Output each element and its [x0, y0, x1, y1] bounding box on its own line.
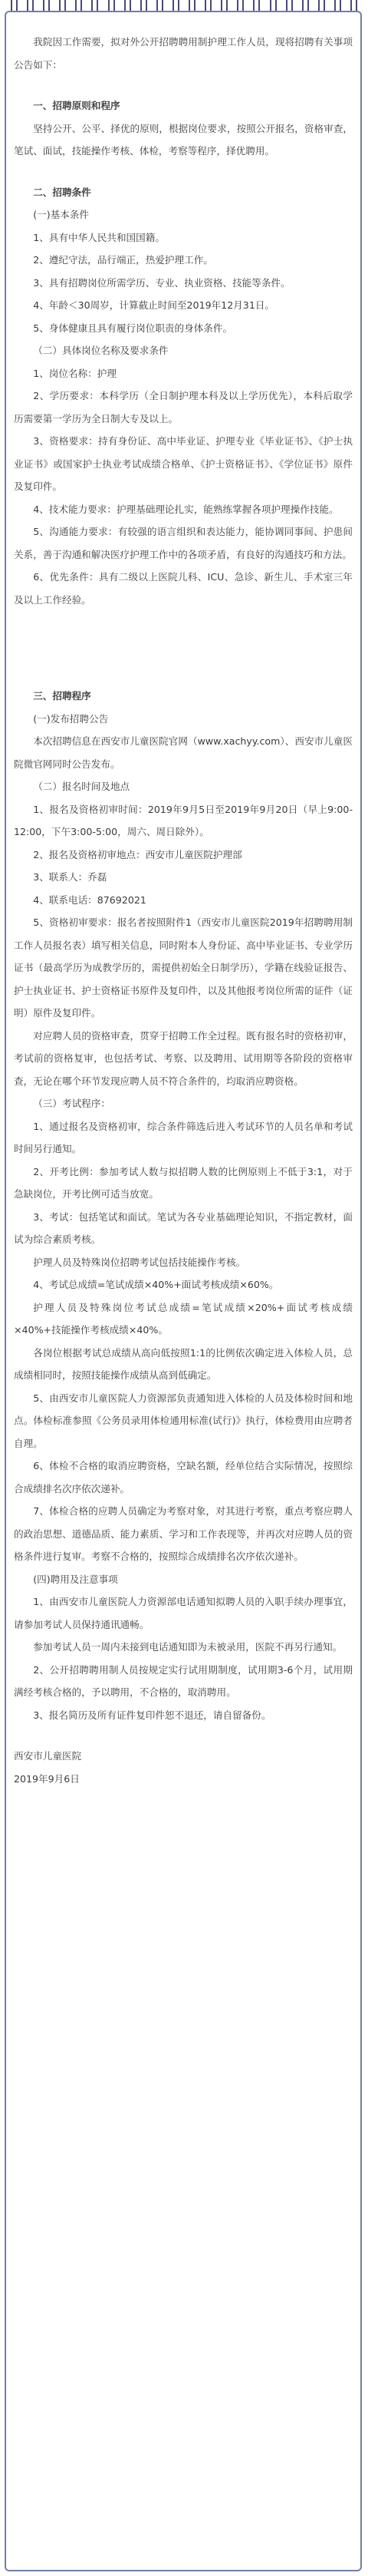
list-item: 2、学历要求：本科学历（全日制护理本科及以上学历优先），本科后取学历需要第一学历为全日制大专及以上。: [14, 390, 353, 424]
list-item: 4、技术能力要求：护理基础理论扎实，能熟练掌握各项护理操作技能。: [33, 503, 339, 515]
section-heading: 三、招聘程序: [33, 690, 91, 702]
list-item: 护理人员及特殊岗位考试总成绩=笔试成绩×20%+面试考核成绩×40%+技能操作考核成绩×40%。: [14, 1301, 353, 1336]
list-item: 5、沟通能力要求：有较强的语言组织和表达能力，能协调同事间、护患间关系，善于沟通和解决医疗护理工作中的各项矛盾，有良好的沟通技巧和方法。: [14, 526, 353, 560]
list-item: 5、资格初审要求：报名者按照附件1（西安市儿童医院2019年招聘聘用制工作人员报名表）填写相关信息，同时附本人身份证、高中毕业证书、专业学历证书（最高学历为成教学历的，需提供初始全日制学历），学籍在线验证报告、护士执业证书、护士资格证书原件及复印件，以及其他报考岗位所需的证件（证明）原件及复印件。: [14, 916, 353, 1019]
list-item: 1、具有中华人民共和国国籍。: [33, 231, 165, 243]
list-item: 1、报名及资格初审时间：2019年9月5日至2019年9月20日（早上9:00-12:00，下午3:00-5:00，周六、周日除外）。: [14, 803, 353, 837]
notice-content: [14, 31, 353, 1790]
list-item: 参加考试人员一周内未接到电话通知即为未被录用，医院不再另行通知。: [33, 1641, 343, 1653]
list-item: 1、通过报名及资格初审，综合条件筛选后进入考试环节的人员名单和考试时间另行通知。: [14, 1120, 353, 1154]
list-item: 2、开考比例：参加考试人数与拟招聘人数的比例原则上不低于3:1，对于急缺岗位，开考比例可适当放宽。: [14, 1165, 353, 1200]
list-item: 3、考试：包括笔试和面试。笔试为各专业基础理论知识，不指定教材，面试为综合素质考核。: [14, 1210, 353, 1245]
signature-date: 2019年9月6日: [14, 1772, 80, 1785]
list-item: 2、报名及资格初审地点：西安市儿童医院护理部: [33, 848, 242, 860]
subsection-heading: （二）报名时间及地点: [33, 781, 130, 792]
list-item: 各岗位根据考试总成绩从高向低按照1:1的比例依次确定进入体检人员，总成绩相同时，按照技能操作成绩从高到低确定。: [14, 1346, 353, 1381]
list-item: 3、具有招聘岗位所需学历、专业、执业资格、技能等条件。: [33, 276, 291, 289]
list-item: 1、岗位名称：护理: [33, 367, 117, 379]
list-item: 6、体检不合格的取消应聘资格，空缺名额，经单位结合实际情况，按照综合成绩排名次序依次递补。: [14, 1460, 353, 1494]
intro-paragraph: 我院因工作需要，拟对外公开招聘聘用制护理工作人员，现将招聘有关事项公告如下：: [14, 36, 353, 71]
list-item: 4、考试总成绩=笔试成绩×40%+面试考核成绩×60%。: [33, 1279, 279, 1290]
list-item: 4、联系电话：87692021: [33, 893, 146, 906]
list-item: 5、身体健康且具有履行岗位职责的身体条件。: [33, 322, 233, 334]
subsection-heading: (一)基本条件: [33, 209, 89, 220]
list-item: 2、公开招聘聘用制人员按规定实行试用期制度，试用期3-6个月，试用期满经考核合格的，予以聘用，不合格的，取消聘用。: [14, 1663, 353, 1698]
list-item: 1、由西安市儿童医院人力资源部电话通知拟聘人员的入职手续办理事宜，请参加考试人员保持通讯通畅。: [14, 1596, 353, 1630]
paragraph: 本次招聘信息在西安市儿童医院官网（www.xachyy.com）、西安市儿童医院微官网同时公告发布。: [14, 735, 353, 770]
list-item: 7、体检合格的应聘人员确定为考察对象，对其进行考察，重点考察应聘人的政治思想、道德品质、能力素质、学习和工作表现等，并再次对应聘人员的资格条件进行复审。考察不合格的，按照综合成绩排名次序依次递补。: [14, 1505, 353, 1562]
list-item: 2、遵纪守法，品行端正，热爱护理工作。: [33, 254, 213, 266]
paragraph: 对应聘人员的资格审查，贯穿于招聘工作全过程。既有报名时的资格初审，考试前的资格复审，也包括考试、考察、以及聘用、试用期等各阶段的资格审查，无论在哪个环节发现应聘人员不符合条件的，均取消应聘资格。: [14, 1029, 353, 1087]
subsection-heading: (四)聘用及注意事项: [33, 1573, 118, 1585]
list-item: 3、资格要求：持有身份证、高中毕业证、护理专业《毕业证书》、《护士执业证书》或国家护士执业考试成绩合格单、《护士资格证书》、《学位证书》原件及复印件。: [14, 435, 353, 492]
section-heading: 二、招聘条件: [33, 186, 91, 198]
list-item: 4、年龄＜30周岁，计算截止时间至2019年12月31日。: [33, 299, 275, 311]
paragraph: 坚持公开、公平、择优的原则，根据岗位要求，按照公开报名，资格审查，笔试、面试，技能操作考核、体检，考察等程序，择优聘用。: [14, 122, 353, 157]
subsection-heading: (一)发布招聘公告: [33, 712, 109, 725]
list-item: 3、报名简历及所有证件复印件恕不退还，请自留备份。: [33, 1709, 271, 1721]
list-item: 3、联系人：乔磊: [33, 871, 107, 883]
subsection-heading: （三）考试程序：: [33, 1098, 110, 1109]
signature-org: 西安市儿童医院: [14, 1750, 82, 1762]
subsection-heading: （二）具体岗位名称及要求条件: [33, 345, 169, 356]
list-item: 护理人员及特殊岗位招聘考试包括技能操作考核。: [33, 1256, 246, 1268]
section-heading: 一、招聘原则和程序: [33, 100, 120, 111]
list-item: 6、优先条件：具有二级以上医院儿科、ICU、急诊、新生儿、手术室三年及以上工作经验。: [14, 571, 353, 606]
list-item: 5、由西安市儿童医院人力资源部负责通知进入体检的人员及体检时间和地点。体检标准参照《公务员录用体检通用标准(试行)》执行，体检费用由应聘者自理。: [14, 1392, 353, 1449]
